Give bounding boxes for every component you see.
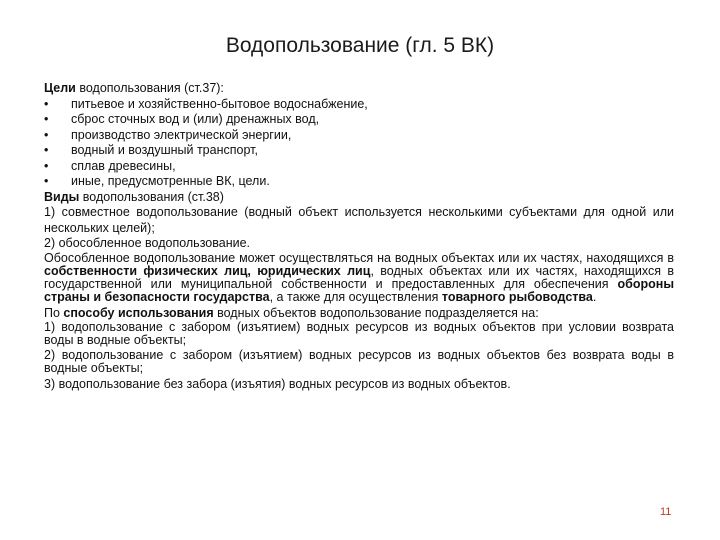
method-item: 2) водопользование с забором (изъятием) водных ресурсов из водных объектов без возврата воды в водные объекты; — [44, 348, 674, 375]
slide-title: Водопользование (гл. 5 ВК) — [225, 34, 495, 57]
goal-item: • сброс сточных вод и (или) дренажных вод, — [44, 112, 320, 126]
goal-item: • питьевое и хозяйственно-бытовое водоснабжение, — [44, 96, 368, 111]
goal-item: • сплав древесины, — [44, 158, 176, 173]
method-heading: По способу использования водных объектов водопользование подразделяется на: — [44, 305, 539, 320]
method-item: 3) водопользование без забора (изъятия) водных ресурсов из водных объектов. — [44, 377, 511, 391]
method-item: 1) водопользование с забором (изъятием) водных ресурсов из водных объектов при условии возврата воды в водные объекты; — [44, 320, 674, 347]
types-item-2: 2) обособленное водопользование. — [44, 236, 250, 250]
slide-body — [44, 81, 674, 393]
goal-item: • производство электрической энергии, — [44, 127, 292, 142]
goal-item: • иные, предусмотренные ВК, цели. — [44, 174, 270, 188]
types-item-1: 1) совместное водопользование (водный объект используется несколькими субъектами для одной или нескольких целей); — [44, 205, 674, 235]
types-heading: Виды водопользования (ст.38) — [44, 189, 224, 204]
separate-use-paragraph: Обособленное водопользование может осуществляться на водных объектах или их частях, находящихся в собственности физических лиц, юридических лиц, водных объектах или их частях, находящихся в государственной или муниципальной собственности и предоставленных для обеспечения обороны страны и безопасности государства, а также для осуществления товарного рыбоводства. — [44, 250, 674, 304]
page-number: 11 — [660, 506, 672, 518]
goal-item: • водный и воздушный транспорт, — [44, 143, 258, 157]
goals-heading: Цели водопользования (ст.37): — [44, 81, 224, 95]
